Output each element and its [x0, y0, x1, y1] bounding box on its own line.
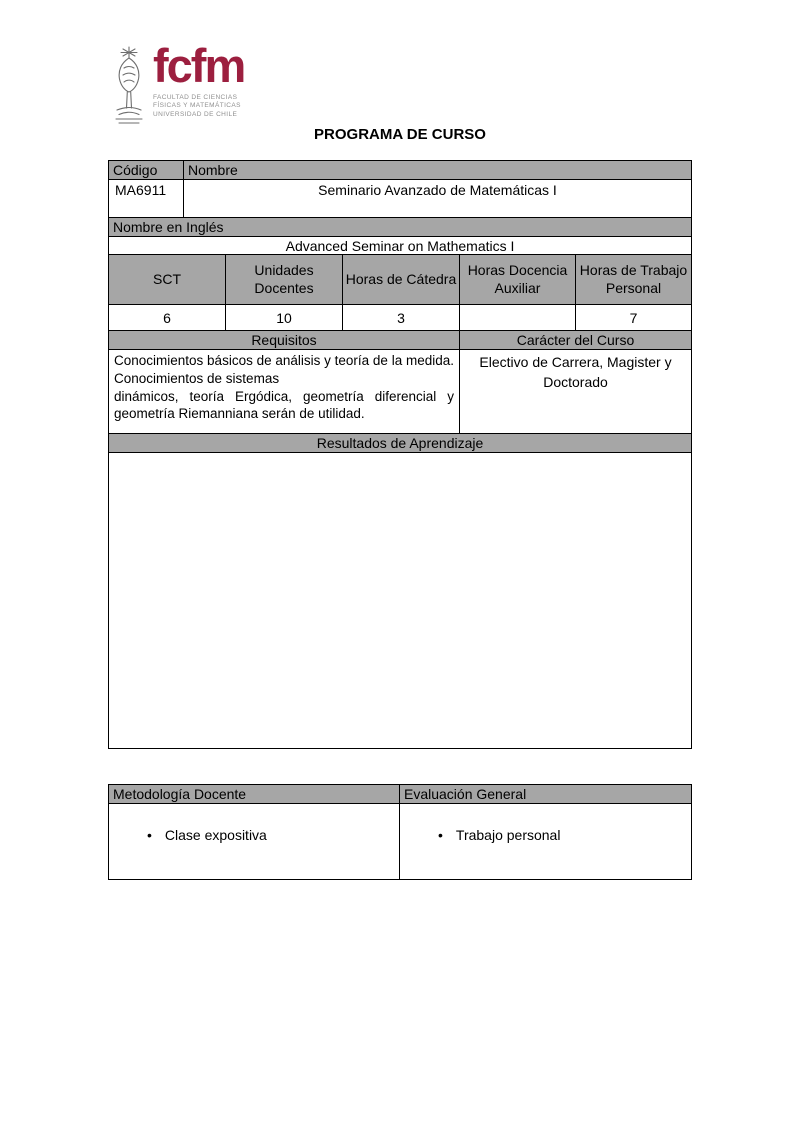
caracter-text: Electivo de Carrera, Magister y Doctorado [460, 350, 692, 434]
course-name-english: Advanced Seminar on Mathematics I [109, 237, 692, 255]
document-title: PROGRAMA DE CURSO [314, 126, 486, 143]
methodology-evaluation-table [108, 784, 692, 880]
horas-catedra-header: Horas de Cátedra [343, 255, 460, 305]
list-item [400, 804, 691, 844]
requisitos-text [109, 350, 460, 434]
fcfm-logo [112, 39, 245, 135]
nombre-header: Nombre [184, 161, 692, 180]
horas-docencia-auxiliar-value [460, 305, 576, 331]
resultados-content [109, 453, 692, 749]
sct-value: 6 [109, 305, 226, 331]
course-details-table [108, 254, 692, 749]
unidades-docentes-value: 10 [226, 305, 343, 331]
horas-trabajo-personal-header: Horas de Trabajo Personal [576, 255, 692, 305]
course-code: MA6911 [109, 180, 184, 218]
evaluacion-content [400, 804, 692, 880]
horas-trabajo-personal-value: 7 [576, 305, 692, 331]
horas-docencia-auxiliar-header: Horas Docencia Auxiliar [460, 255, 576, 305]
caption-line: FÍSICAS Y MATEMÁTICAS [153, 102, 241, 110]
requisitos-header: Requisitos [109, 331, 460, 350]
caracter-header: Carácter del Curso [460, 331, 692, 350]
codigo-header: Código [109, 161, 184, 180]
course-identity-table [108, 160, 692, 255]
list-item [109, 804, 399, 844]
requisitos-paragraph: dinámicos, teoría Ergódica, geometría diferencial y geometría Riemanniana serán de utilidad. [114, 388, 454, 422]
resultados-header: Resultados de Aprendizaje [109, 434, 692, 453]
metodologia-header: Metodología Docente [109, 785, 400, 804]
nombre-ingles-header: Nombre en Inglés [109, 218, 692, 237]
unidades-docentes-header: Unidades Docentes [226, 255, 343, 305]
faculty-caption [153, 94, 244, 120]
evaluacion-header: Evaluación General [400, 785, 692, 804]
caption-line: UNIVERSIDAD DE CHILE [153, 111, 238, 119]
metodologia-content [109, 804, 400, 880]
fcfm-wordmark: fcfm [153, 39, 245, 92]
evaluacion-item: • Trabajo personal [455, 827, 561, 843]
caption-line: FACULTAD DE CIENCIAS [153, 93, 238, 101]
course-tables [108, 160, 691, 880]
metodologia-item: • Clase expositiva [164, 827, 267, 843]
sct-header: SCT [109, 255, 226, 305]
course-name: Seminario Avanzado de Matemáticas I [184, 180, 692, 218]
requisitos-paragraph: Conocimientos básicos de análisis y teoría de la medida. Conocimientos de sistemas [114, 353, 454, 386]
university-emblem-icon [112, 46, 146, 135]
horas-catedra-value: 3 [343, 305, 460, 331]
